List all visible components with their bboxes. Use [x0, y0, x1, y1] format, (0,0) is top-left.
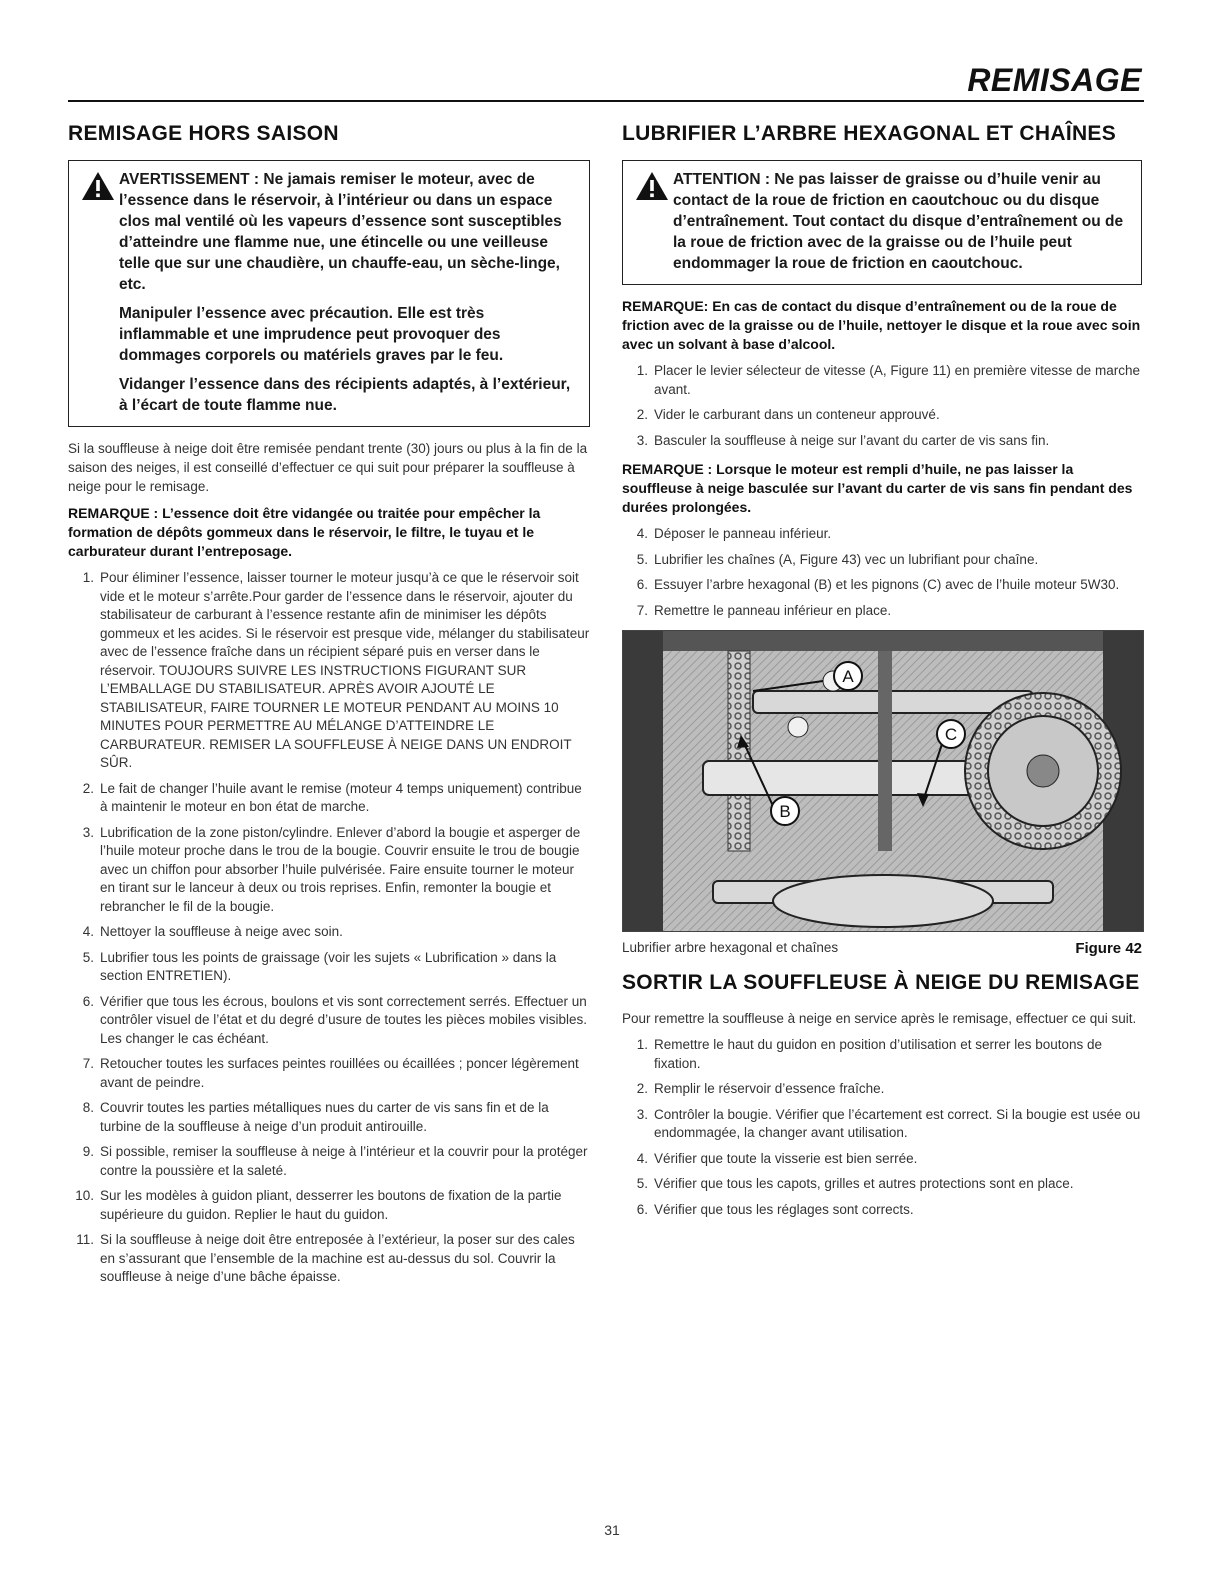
list-item: 10. Sur les modèles à guidon pliant, desserrer les boutons de fixation de la partie supérieure du guidon. Replier le haut du guidon.: [75, 1188, 562, 1222]
list-item: 5. Vérifier que tous les capots, grilles et autres protections sont en place.: [636, 1176, 1074, 1191]
list-item: 2. Le fait de changer l’huile avant le remise (moteur 4 temps uniquement) contribue à maintenir le moteur en bon état de marche.: [82, 780, 582, 814]
list-item: 3. Lubrification de la zone piston/cylindre. Enlever d’abord la bougie et asperger de l’huile moteur proche dans le trou de la bougie. Couvrir ensuite le trou de bougie avec un chiffon pour absorber l’huile pulvérisée. Faire ensuite tourner le moteur en tirant sur le lanceur à deux ou trois reprises. Enfin, remonter la bougie et rebrancher le fil de la bougie.: [82, 824, 581, 914]
heading-remisage-hors-saison: REMISAGE HORS SAISON: [68, 122, 339, 145]
lubrication-steps-list-a: [622, 362, 1142, 450]
warning-paragraph: AVERTISSEMENT : Ne jamais remiser le moteur, avec de l’essence dans le réservoir, à l’intérieur ou dans un espace clos mal ventilé où les vapeurs d’essence sont susceptibles d’atteindre une flamme nue, une étincelle ou une veilleuse telle que sur une chaudière, un chauffe-eau, un sèche-linge, etc.: [119, 171, 562, 293]
heading-lubrifier: LUBRIFIER L’ARBRE HEXAGONAL ET CHAÎNES: [622, 122, 1117, 145]
right-column: [622, 118, 1142, 1229]
heading-sortir-remisage: SORTIR LA SOUFFLEUSE À NEIGE DU REMISAGE: [622, 971, 1140, 994]
figure-caption: [622, 940, 1142, 957]
intro-paragraph: Pour remettre la souffleuse à neige en service après le remisage, effectuer ce qui suit.: [622, 1011, 1137, 1026]
list-item: 11. Si la souffleuse à neige doit être entreposée à l’extérieur, la poser sur des cales en s’assurant que l’ensemble de la machine est au-dessus du sol. Couvrir la souffleuse à neige d’une bâche épaisse.: [76, 1232, 575, 1284]
list-item: 7. Remettre le panneau inférieur en place.: [636, 602, 892, 618]
list-item: 4. Vérifier que toute la visserie est bien serrée.: [636, 1150, 918, 1166]
lubrication-steps-list-b: [622, 525, 1142, 620]
list-item: 4. Déposer le panneau inférieur.: [636, 526, 832, 541]
list-item: 1. Placer le levier sélecteur de vitesse (A, Figure 11) en première vitesse de marche avant.: [636, 363, 1140, 397]
list-item: 3. Basculer la souffleuse à neige sur l’avant du carter de vis sans fin.: [636, 432, 1050, 448]
note-paragraph: REMARQUE: En cas de contact du disque d’entraînement ou de la roue de friction avec de la graisse ou de l’huile, nettoyer le disque et la roue avec soin avec un solvant à base d’alcool.: [622, 298, 1141, 352]
attention-text: ATTENTION : Ne pas laisser de graisse ou d’huile venir au contact de la roue de friction en caoutchouc ou du disque d’entraînement. Tout contact du disque d’entraînement ou de la roue de friction avec de la graisse ou de l’huile peut endommager la roue de friction en caoutchouc.: [673, 171, 1124, 272]
return-service-steps-list: [622, 1036, 1142, 1219]
figure-number: Figure 42: [1075, 940, 1142, 957]
list-item: 7. Retoucher toutes les surfaces peintes rouillées ou écaillées ; poncer légèrement avant de peindre.: [82, 1056, 579, 1090]
figure-caption-text: Lubrifier arbre hexagonal et chaînes: [622, 940, 839, 955]
list-item: 5. Lubrifier les chaînes (A, Figure 43) vec un lubrifiant pour chaîne.: [636, 551, 1039, 567]
warning-text: [119, 169, 579, 416]
warning-box: [68, 160, 590, 427]
storage-steps-list: [68, 569, 590, 1287]
intro-paragraph: Si la souffleuse à neige doit être remisée pendant trente (30) jours ou plus à la fin de la saison des neiges, il est conseillé d’effectuer ce qui suit pour préparer la souffleuse à neige pour le remisage.: [68, 441, 588, 494]
warning-paragraph: Vidanger l’essence dans des récipients adaptés, à l’extérieur, à l’écart de toute flamme nue.: [119, 376, 571, 414]
section-header-title: REMISAGE: [967, 62, 1142, 98]
list-item: 1. Pour éliminer l’essence, laisser tourner le moteur jusqu’à ce que le réservoir soit vide et le moteur s’arrête.Pour garder de l’essence dans le réservoir, ajouter du stabilisateur de carburant à l’essence restante afin de minimiser les dépôts gommeux et les acides. Si le réservoir est presque vide, mélanger du stabilisateur avec de l’essence fraîche dans un récipient séparé puis en verser dans le réservoir. TOUJOURS SUIVRE LES INSTRUCTIONS FIGURANT SUR L’EMBALLAGE DU STABILISATEUR. APRÈS AVOIR AJOUTÉ LE STABILISATEUR, FAIRE TOURNER LE MOTEUR PENDANT AU MOINS 10 MINUTES POUR PERMETTRE AU MÉLANGE D’ATTEINDRE LE CARBURATEUR. REMISER LA SOUFFLEUSE À NEIGE DANS UN ENDROIT SÛR.: [82, 570, 590, 770]
list-item: 6. Vérifier que tous les écrous, boulons et vis sont correctement serrés. Effectuer un contrôler visuel de l’état et du degré d’usure de toutes les pièces mobiles visibles. Les changer le cas échéant.: [82, 993, 588, 1046]
list-item: 2. Vider le carburant dans un conteneur approuvé.: [636, 407, 940, 422]
list-item: 4. Nettoyer la souffleuse à neige avec soin.: [82, 924, 343, 939]
warning-triangle-icon: [635, 171, 673, 274]
callout-a: A: [842, 667, 854, 686]
list-item: 2. Remplir le réservoir d’essence fraîche.: [636, 1081, 885, 1096]
header-rule: [68, 100, 1144, 102]
figure-illustration: [622, 630, 1144, 932]
list-item: 1. Remettre le haut du guidon en position d’utilisation et serrer les boutons de fixation.: [636, 1037, 1103, 1071]
attention-box: [622, 160, 1142, 285]
list-item: 8. Couvrir toutes les parties métalliques nues du carter de vis sans fin et de la turbine de la souffleuse à neige d’un produit antirouille.: [82, 1100, 549, 1134]
left-column: [68, 118, 590, 1297]
list-item: 3. Contrôler la bougie. Vérifier que l’écartement est correct. Si la bougie est usée ou endommagée, la changer avant utilisation.: [636, 1106, 1141, 1140]
list-item: 9. Si possible, remiser la souffleuse à neige à l’intérieur et la couvrir pour la protéger contre la poussière et la saleté.: [82, 1144, 588, 1178]
page-number: 31: [604, 1522, 620, 1538]
list-item: 6. Vérifier que tous les réglages sont corrects.: [636, 1201, 914, 1217]
list-item: 5. Lubrifier tous les points de graissage (voir les sujets « Lubrification » dans la section ENTRETIEN).: [82, 949, 557, 983]
list-item: 6. Essuyer l’arbre hexagonal (B) et les pignons (C) avec de l’huile moteur 5W30.: [636, 577, 1120, 592]
note-paragraph: REMARQUE : Lorsque le moteur est rempli d’huile, ne pas laisser la souffleuse à neige basculée sur l’avant du carter de vis sans fin pendant des durées prolongées.: [622, 461, 1133, 515]
warning-triangle-icon: [81, 171, 119, 416]
callout-b: B: [779, 802, 791, 821]
callout-c: C: [944, 725, 958, 744]
warning-paragraph: Manipuler l’essence avec précaution. Elle est très inflammable et une imprudence peut provoquer des dommages corporels ou matériels graves par le feu.: [119, 305, 504, 364]
note-paragraph: REMARQUE : L’essence doit être vidangée ou traitée pour empêcher la formation de dépôts gommeux dans le réservoir, le filtre, le tuyau et le carburateur durant l’entreposage.: [68, 505, 541, 559]
